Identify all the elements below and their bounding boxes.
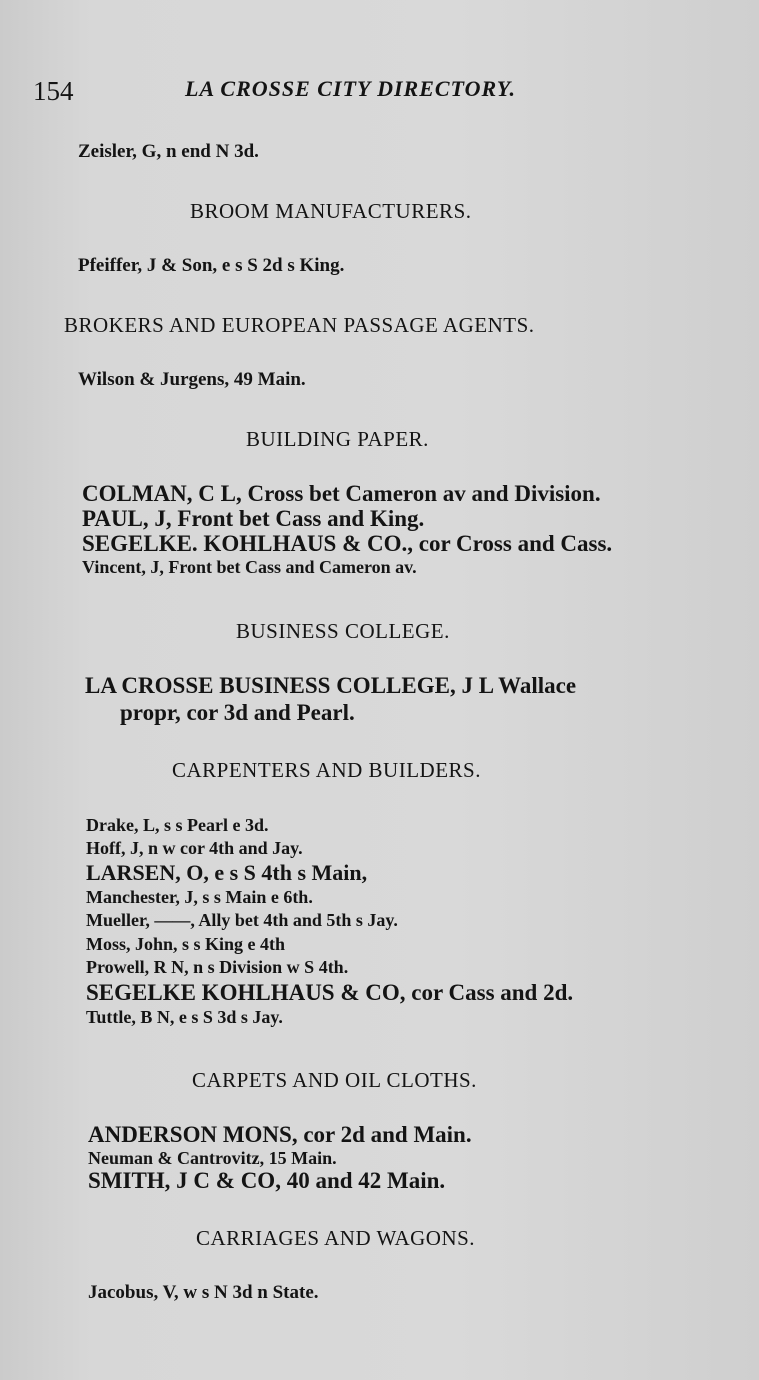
page-number: 154 — [33, 76, 74, 106]
directory-entry: propr, cor 3d and Pearl. — [120, 700, 355, 725]
section-heading: BUILDING PAPER. — [246, 427, 429, 451]
running-head: LA CROSSE CITY DIRECTORY. — [185, 76, 517, 101]
section-heading: CARPENTERS AND BUILDERS. — [172, 758, 481, 782]
directory-entry: SEGELKE KOHLHAUS & CO, cor Cass and 2d. — [86, 980, 574, 1005]
directory-entry: Vincent, J, Front bet Cass and Cameron av. — [82, 557, 417, 577]
directory-entry: Pfeiffer, J & Son, e s S 2d s King. — [78, 255, 345, 276]
directory-entry: Mueller, ——, Ally bet 4th and 5th s Jay. — [86, 910, 398, 930]
section-heading: BROKERS AND EUROPEAN PASSAGE AGENTS. — [64, 313, 535, 337]
directory-entry: LARSEN, O, e s S 4th s Main, — [86, 860, 368, 885]
directory-entry: Jacobus, V, w s N 3d n State. — [88, 1282, 319, 1303]
directory-entry: Zeisler, G, n end N 3d. — [78, 141, 259, 162]
directory-entry: SEGELKE. KOHLHAUS & CO., cor Cross and Cass. — [82, 531, 613, 556]
directory-entry: Wilson & Jurgens, 49 Main. — [78, 369, 306, 390]
directory-entry: SMITH, J C & CO, 40 and 42 Main. — [88, 1168, 446, 1193]
directory-entry: Prowell, R N, n s Division w S 4th. — [86, 957, 349, 977]
directory-entry: Tuttle, B N, e s S 3d s Jay. — [86, 1007, 283, 1027]
section-heading: BUSINESS COLLEGE. — [236, 619, 450, 643]
section-heading: CARRIAGES AND WAGONS. — [196, 1226, 476, 1250]
section-heading: BROOM MANUFACTURERS. — [190, 199, 472, 223]
directory-entry: ANDERSON MONS, cor 2d and Main. — [88, 1122, 472, 1147]
directory-entry: Moss, John, s s King e 4th — [86, 934, 286, 954]
section-heading: CARPETS AND OIL CLOTHS. — [192, 1068, 477, 1092]
directory-entry: LA CROSSE BUSINESS COLLEGE, J L Wallace — [85, 673, 577, 698]
directory-entry: Manchester, J, s s Main e 6th. — [86, 887, 313, 907]
directory-entry: Neuman & Cantrovitz, 15 Main. — [88, 1148, 337, 1168]
directory-entry: PAUL, J, Front bet Cass and King. — [82, 506, 425, 531]
directory-entry: Drake, L, s s Pearl e 3d. — [86, 815, 269, 835]
directory-entry: Hoff, J, n w cor 4th and Jay. — [86, 838, 303, 858]
directory-entry: COLMAN, C L, Cross bet Cameron av and Division. — [82, 481, 601, 506]
